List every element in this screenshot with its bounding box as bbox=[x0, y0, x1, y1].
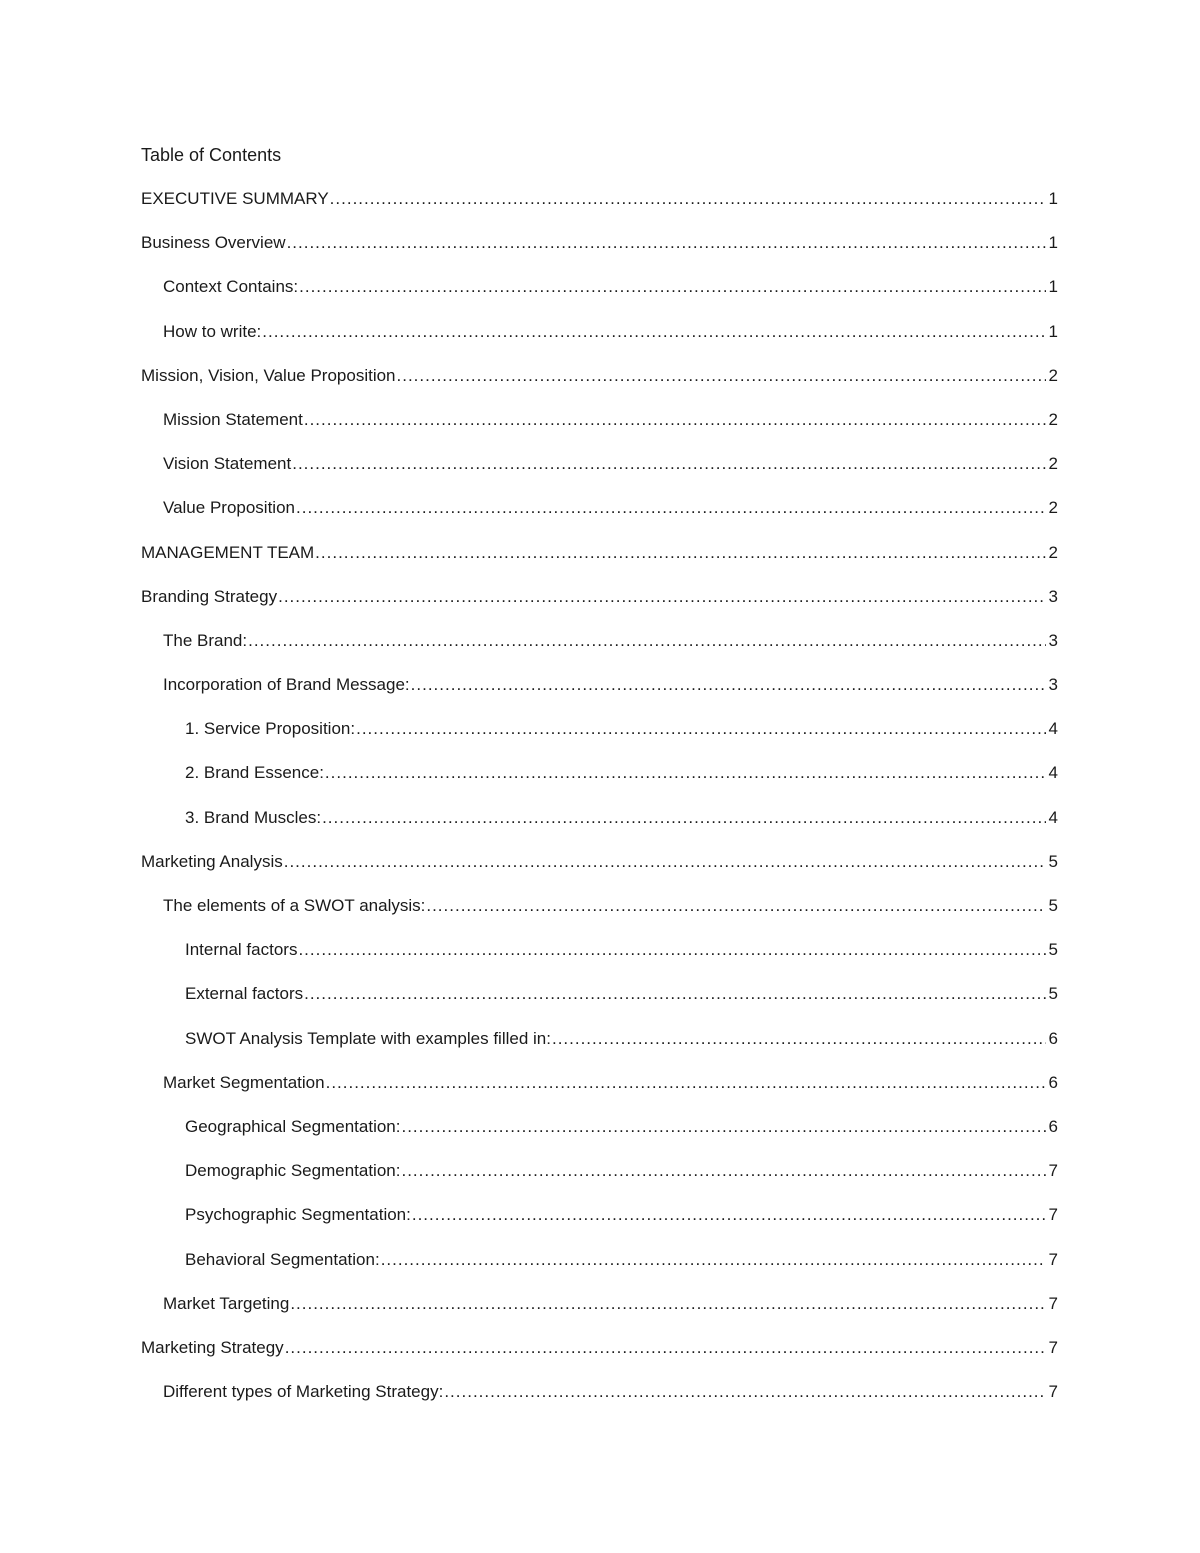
toc-entry-text: Marketing Strategy bbox=[141, 1337, 284, 1357]
toc-page-number: 7 bbox=[1048, 1382, 1058, 1402]
toc-entry[interactable] bbox=[141, 674, 1058, 718]
toc-entry-text: 1. Service Proposition: bbox=[185, 719, 356, 739]
toc-dot-leader bbox=[401, 1116, 1045, 1138]
toc-entry-text: MANAGEMENT TEAM bbox=[141, 542, 315, 562]
toc-page-number: 2 bbox=[1048, 542, 1058, 562]
toc-dot-leader bbox=[304, 983, 1045, 1005]
toc-entry[interactable] bbox=[141, 1072, 1058, 1116]
toc-entry[interactable] bbox=[141, 1028, 1058, 1072]
toc-dot-leader bbox=[325, 762, 1046, 784]
toc-entry[interactable] bbox=[141, 409, 1058, 453]
toc-dot-leader bbox=[426, 895, 1045, 917]
toc-entry-text: 2. Brand Essence: bbox=[185, 763, 324, 783]
toc-entry-text: Branding Strategy bbox=[141, 586, 278, 606]
toc-dot-leader bbox=[262, 321, 1045, 343]
toc-entry[interactable] bbox=[141, 497, 1058, 541]
toc-entry-text: Mission, Vision, Value Proposition bbox=[141, 365, 396, 385]
toc-title: Table of Contents bbox=[141, 145, 282, 165]
toc-entry-text: Market Segmentation bbox=[163, 1072, 325, 1092]
toc-entry-text: Market Targeting bbox=[163, 1293, 290, 1313]
toc-page-number: 2 bbox=[1048, 365, 1058, 385]
toc-page-number: 4 bbox=[1048, 719, 1058, 739]
toc-entry[interactable] bbox=[141, 762, 1058, 806]
toc-page-number: 7 bbox=[1048, 1337, 1058, 1357]
toc-page-number: 5 bbox=[1048, 896, 1058, 915]
toc-dot-leader bbox=[397, 365, 1046, 387]
toc-page-number: 7 bbox=[1048, 1293, 1058, 1313]
toc-dot-leader bbox=[284, 851, 1046, 873]
toc-entry-text: 3. Brand Muscles: bbox=[185, 807, 322, 827]
toc-page-number: 1 bbox=[1048, 321, 1058, 341]
toc-entry-text: Geographical Segmentation: bbox=[185, 1116, 401, 1136]
toc-entry[interactable] bbox=[141, 630, 1058, 674]
toc-page-number: 7 bbox=[1048, 1205, 1058, 1225]
toc-page-number: 1 bbox=[1048, 189, 1058, 208]
toc-page-number: 7 bbox=[1048, 1249, 1058, 1269]
toc-dot-leader bbox=[278, 586, 1045, 608]
toc-entry-text: Demographic Segmentation: bbox=[185, 1161, 401, 1181]
toc-entry[interactable] bbox=[141, 1116, 1058, 1160]
toc-page-number: 5 bbox=[1048, 851, 1058, 871]
toc-page-number: 5 bbox=[1048, 940, 1058, 960]
toc-entry-text: Marketing Analysis bbox=[141, 851, 283, 871]
toc-page-number: 2 bbox=[1048, 498, 1058, 518]
toc-entry-text: Psychographic Segmentation: bbox=[185, 1205, 411, 1225]
toc-page-number: 6 bbox=[1048, 1116, 1058, 1136]
toc-entry[interactable] bbox=[141, 895, 1058, 939]
toc-entry-text: How to write: bbox=[163, 321, 262, 341]
toc-entry[interactable] bbox=[141, 1337, 1058, 1381]
toc-entry[interactable] bbox=[141, 1381, 1058, 1425]
toc-entry[interactable] bbox=[141, 1293, 1058, 1337]
toc-entry-text: Different types of Marketing Strategy: bbox=[163, 1382, 444, 1402]
toc-page-number: 1 bbox=[1048, 277, 1058, 297]
toc-entry-text: Behavioral Segmentation: bbox=[185, 1249, 380, 1269]
toc-dot-leader bbox=[296, 497, 1046, 519]
toc-entry-text: Value Proposition bbox=[163, 498, 295, 518]
toc-entry-text: Incorporation of Brand Message: bbox=[163, 675, 410, 695]
toc-dot-leader bbox=[292, 453, 1045, 475]
toc-entry[interactable] bbox=[141, 365, 1058, 409]
toc-entry-text: EXECUTIVE SUMMARY bbox=[141, 189, 329, 208]
toc-page-number: 3 bbox=[1048, 586, 1058, 606]
toc-dot-leader bbox=[444, 1381, 1045, 1403]
toc-dot-leader bbox=[401, 1160, 1045, 1182]
toc-entry[interactable] bbox=[141, 807, 1058, 851]
toc-dot-leader bbox=[552, 1028, 1046, 1050]
toc-entry-text: The elements of a SWOT analysis: bbox=[163, 896, 426, 915]
toc-dot-leader bbox=[290, 1293, 1045, 1315]
toc-dot-leader bbox=[287, 232, 1046, 254]
toc-entry[interactable] bbox=[141, 542, 1058, 586]
toc-list bbox=[141, 188, 1058, 1425]
toc-page-number: 3 bbox=[1048, 630, 1058, 650]
toc-entry[interactable] bbox=[141, 983, 1058, 1027]
toc-entry[interactable] bbox=[141, 1204, 1058, 1248]
toc-dot-leader bbox=[330, 188, 1046, 210]
toc-page-number: 2 bbox=[1048, 409, 1058, 429]
toc-page-number: 6 bbox=[1048, 1028, 1058, 1048]
toc-entry-text: SWOT Analysis Template with examples filled in: bbox=[185, 1028, 551, 1048]
toc-entry[interactable] bbox=[141, 718, 1058, 762]
toc-entry-text: Internal factors bbox=[185, 940, 298, 960]
toc-page-number: 4 bbox=[1048, 807, 1058, 827]
toc-entry[interactable] bbox=[141, 321, 1058, 365]
toc-dot-leader bbox=[381, 1249, 1046, 1271]
toc-entry-text: External factors bbox=[185, 984, 304, 1004]
toc-page-number: 7 bbox=[1048, 1161, 1058, 1181]
toc-page-number: 6 bbox=[1048, 1072, 1058, 1092]
toc-dot-leader bbox=[299, 276, 1045, 298]
toc-entry[interactable] bbox=[141, 276, 1058, 320]
toc-dot-leader bbox=[412, 1204, 1046, 1226]
toc-page-number: 4 bbox=[1048, 763, 1058, 783]
toc-entry[interactable] bbox=[141, 1160, 1058, 1204]
toc-dot-leader bbox=[285, 1337, 1046, 1359]
toc-entry-text: The Brand: bbox=[163, 630, 248, 650]
toc-page-number: 3 bbox=[1048, 675, 1058, 695]
toc-entry[interactable] bbox=[141, 586, 1058, 630]
toc-dot-leader bbox=[304, 409, 1046, 431]
toc-entry[interactable] bbox=[141, 188, 1058, 232]
toc-dot-leader bbox=[326, 1072, 1046, 1094]
toc-entry[interactable] bbox=[141, 939, 1058, 983]
toc-entry-text: Mission Statement bbox=[163, 409, 303, 429]
toc-entry-text: Vision Statement bbox=[163, 454, 292, 474]
toc-entry[interactable] bbox=[141, 453, 1058, 497]
toc-dot-leader bbox=[356, 718, 1045, 740]
toc-entry[interactable] bbox=[141, 851, 1058, 895]
toc-dot-leader bbox=[315, 542, 1045, 564]
toc-entry-text: Context Contains: bbox=[163, 277, 299, 297]
toc-page-number: 1 bbox=[1048, 233, 1058, 253]
toc-entry[interactable] bbox=[141, 232, 1058, 276]
toc-page-number: 2 bbox=[1048, 454, 1058, 474]
toc-entry[interactable] bbox=[141, 1249, 1058, 1293]
toc-dot-leader bbox=[411, 674, 1046, 696]
toc-page-number: 5 bbox=[1048, 984, 1058, 1004]
toc-dot-leader bbox=[322, 807, 1045, 829]
toc-entry-text: Business Overview bbox=[141, 233, 286, 253]
toc-dot-leader bbox=[248, 630, 1045, 652]
toc-dot-leader bbox=[298, 939, 1045, 961]
